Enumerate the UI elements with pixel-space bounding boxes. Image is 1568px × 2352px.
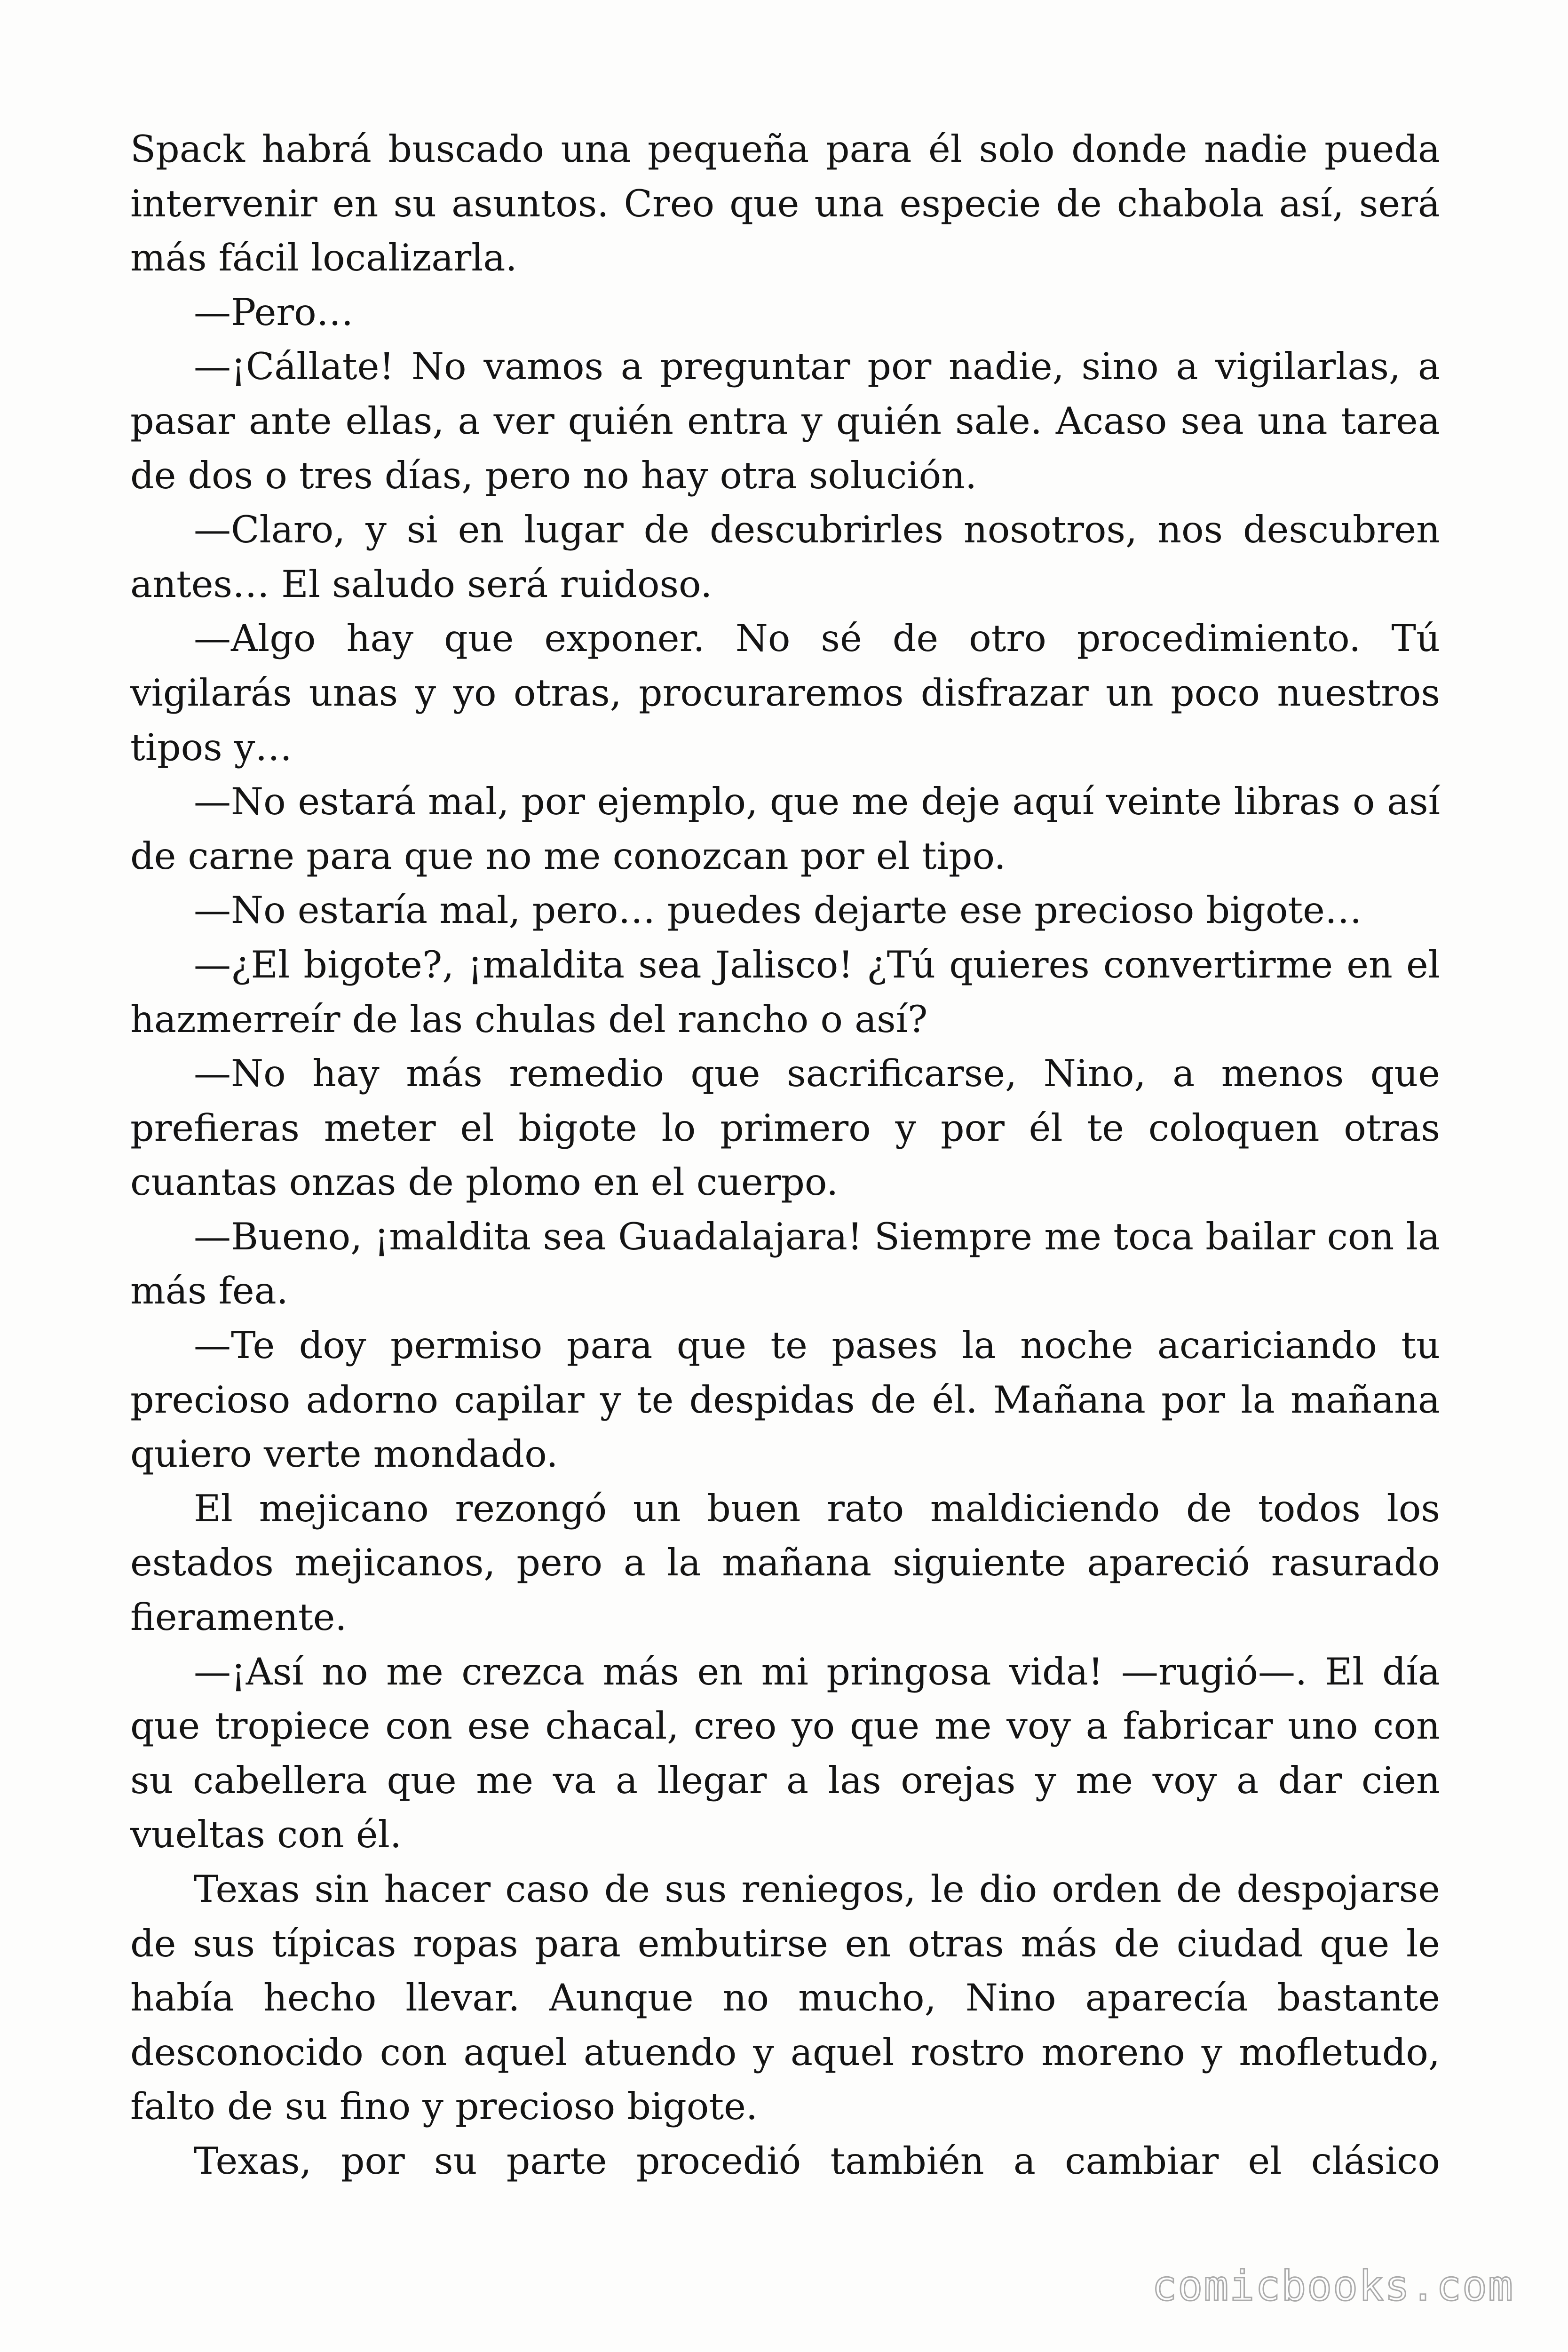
paragraph: Texas sin hacer caso de sus reniegos, le dio orden de despojarse de sus típicas ropas para embutirse en otras más de ciudad que le había hecho llevar. Aunque no mucho, Nino aparecía bastante desconocido con aquel atuendo y aquel rostro moreno y mofletudo, falto de su fino y precioso bigote. [130,1867,1440,2129]
paragraph: —Te doy permiso para que te pases la noche acariciando tu precioso adorno capilar y te despidas de él. Mañana por la mañana quiero verte mondado. [130,1324,1440,1476]
paragraph: Texas, por su parte procedió también a cambiar el clásico [194,2139,1440,2183]
paragraph: —¡Así no me crezca más en mi pringosa vida! —rugió—. El día que tropiece con ese chacal, creo yo que me voy a fabricar uno con su cabellera que me va a llegar a las orejas y me voy a dar cien vueltas con él. [130,1650,1440,1857]
paragraph: —¡Cállate! No vamos a preguntar por nadie, sino a vigilarlas, a pasar ante ellas, a ver quién entra y quién sale. Acaso sea una tarea de dos o tres días, pero no hay otra solución. [130,345,1440,497]
paragraph: —No hay más remedio que sacrificarse, Nino, a menos que prefieras meter el bigote lo primero y por él te coloquen otras cuantas onzas de plomo en el cuerpo. [130,1052,1440,1204]
paragraph: —Algo hay que exponer. No sé de otro procedimiento. Tú vigilarás unas y yo otras, procuraremos disfrazar un poco nuestros tipos y… [130,617,1440,769]
paragraph: —Pero… [194,290,354,334]
watermark-logo: comicbooks.com [1152,2262,1514,2310]
paragraph: El mejicano rezongó un buen rato maldiciendo de todos los estados mejicanos, pero a la mañana siguiente apareció rasurado fieramente. [130,1486,1440,1639]
paragraph: —Bueno, ¡maldita sea Guadalajara! Siempre me toca bailar con la más fea. [130,1215,1440,1313]
paragraph: —Claro, y si en lugar de descubrirles nosotros, nos descubren antes… El saludo será ruidoso. [130,508,1440,606]
paragraph: —No estaría mal, pero… puedes dejarte ese precioso bigote… [194,889,1362,932]
body-text [130,122,1440,2189]
paragraph: Spack habrá buscado una pequeña para él solo donde nadie pueda intervenir en su asuntos. Creo que una especie de chabola así, será más fácil localizarla. [130,127,1440,280]
paragraph: —No estará mal, por ejemplo, que me deje aquí veinte libras o así de carne para que no me conozcan por el tipo. [130,780,1440,878]
paragraph: —¿El bigote?, ¡maldita sea Jalisco! ¿Tú quieres convertirme en el hazmerreír de las chulas del rancho o así? [130,943,1440,1041]
